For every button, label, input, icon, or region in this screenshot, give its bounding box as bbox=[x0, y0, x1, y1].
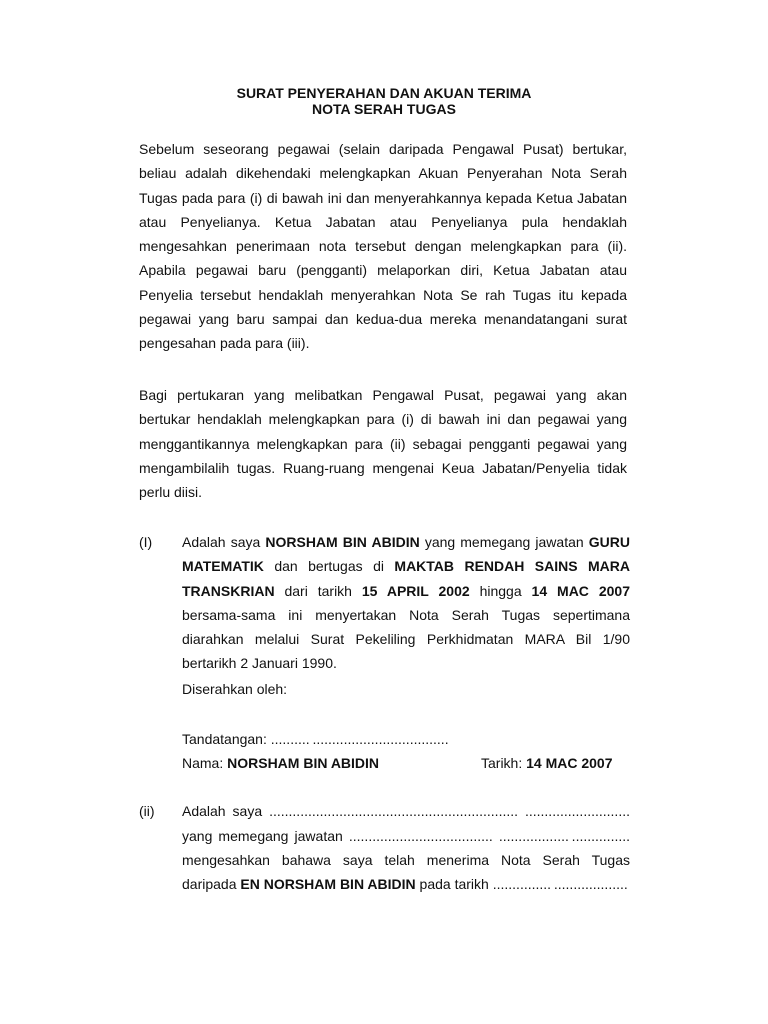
title-line-1: SURAT PENYERAHAN DAN AKUAN TERIMA bbox=[236, 85, 532, 101]
section-1-text-2: yang memegang jawatan bbox=[419, 534, 589, 550]
date-line bbox=[481, 753, 613, 773]
name-line bbox=[182, 753, 379, 773]
section-2-line-4 bbox=[182, 872, 630, 896]
intro-paragraph-2: Bagi pertukaran yang melibatkan Pengawal Pusat, pegawai yang akan bertukar hendaklah melengkapkan para (i) di bawah ini dan pegawai yang menggantikannya melengkapkan para (ii) sebagai pengganti pegawai yang mengambilalih tugas. Ruang-ruang mengenai Keua Jabatan/Penyelia tidak perlu diisi. bbox=[139, 387, 627, 501]
officer-position: GURU MATEMATIK bbox=[182, 534, 631, 575]
officer-name-field: ................................................................ ........................... bbox=[269, 803, 630, 819]
service-date-to: 14 MAC 2007 bbox=[531, 582, 630, 599]
section-2-number: (ii) bbox=[139, 803, 155, 819]
signature-label: Tandatangan: bbox=[182, 731, 267, 747]
handover-officer-name: EN NORSHAM BIN ABIDIN bbox=[240, 876, 416, 892]
date-value: 14 MAC 2007 bbox=[526, 755, 613, 771]
section-2-line-2-text: yang memegang jawatan bbox=[182, 828, 343, 844]
officer-name: NORSHAM BIN ABIDIN bbox=[265, 534, 420, 550]
section-1-text-1: Adalah saya bbox=[182, 534, 266, 550]
intro-paragraph-1: Sebelum seseorang pegawai (selain daripada Pengawal Pusat) bertukar, beliau adalah dikehendaki melengkapkan Akuan Penyerahan Nota Serah Tugas pada para (i) di bawah ini dan menyerahkannya kepada Ketua Jabatan atau Penyelianya. Ketua Jabatan atau Penyelianya pula hendaklah mengesahkan penerimaan nota tersebut dengan melengkapkan para (ii). Apabila pegawai baru (pengganti) melaporkan diri, Ketua Jabatan atau Penyelia tersebut hendaklah menyerahkan Nota Se rah Tugas itu kepada pegawai yang baru sampai dan kedua-dua mereka menandatangani surat pengesahan pada para (iii). bbox=[139, 141, 627, 352]
name-label: Nama: bbox=[182, 755, 224, 771]
section-1-text-5: hingga bbox=[469, 582, 532, 599]
section-2-line-3: mengesahkan bahawa saya telah menerima Nota Serah Tugas bbox=[182, 852, 630, 868]
section-1-text-6: bersama-sama ini menyertakan Nota Serah Tugas sepertimana diarahkan melalui Surat Pekeliling Perkhidmatan MARA Bil 1/90 bertarikh 2 Januari 1990. bbox=[182, 606, 630, 672]
section-1-text-3: dan bertugas di bbox=[263, 558, 395, 575]
document-title bbox=[0, 85, 768, 117]
officer-workplace: MAKTAB RENDAH SAINS MARA TRANSKRIAN bbox=[182, 558, 630, 599]
position-field: ..................................... .................. ............... bbox=[348, 828, 631, 844]
section-1-text-4: dari tarikh bbox=[274, 582, 362, 599]
section-2-line-2 bbox=[182, 824, 630, 848]
date-label: Tarikh: bbox=[481, 755, 523, 771]
title-line-2: NOTA SERAH TUGAS bbox=[312, 101, 456, 117]
section-1-number: (I) bbox=[139, 534, 153, 550]
receipt-date-field: ............... ................... bbox=[492, 876, 628, 892]
section-2-line-1 bbox=[182, 799, 630, 823]
service-date-from: 15 APRIL 2002 bbox=[361, 582, 470, 599]
section-2-line-4-text-2: pada tarikh bbox=[415, 876, 489, 892]
signature-line bbox=[182, 729, 449, 749]
section-2-line-1-text: Adalah saya bbox=[182, 803, 263, 819]
section-2-line-4-text-1: daripada bbox=[182, 876, 241, 892]
name-value: NORSHAM BIN ABIDIN bbox=[227, 755, 380, 771]
signature-field: .......... ................................... bbox=[270, 731, 449, 747]
section-1-statement bbox=[182, 530, 630, 676]
submitted-by-label: Diserahkan oleh: bbox=[182, 681, 288, 697]
